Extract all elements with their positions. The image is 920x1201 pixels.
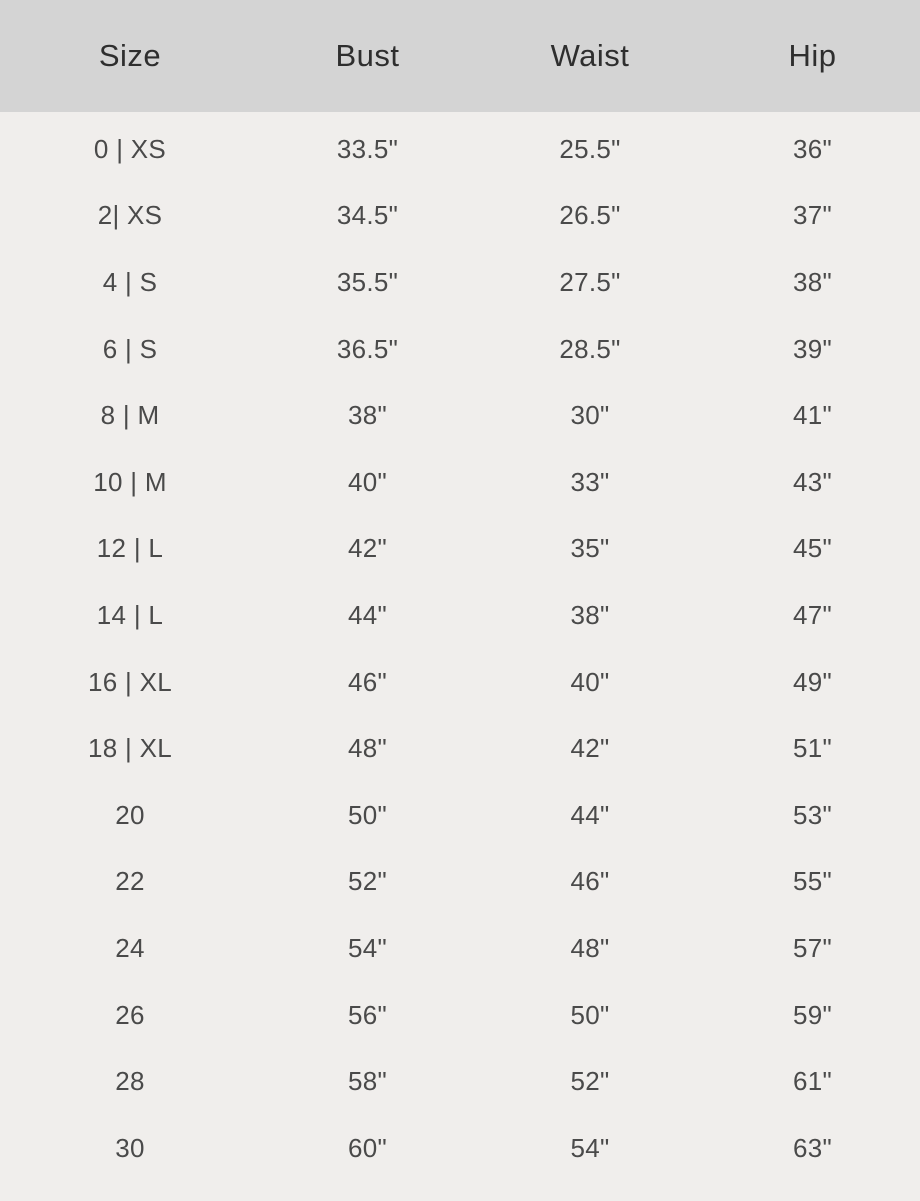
cell-size: 22 — [115, 866, 145, 897]
table-row — [0, 382, 920, 449]
cell-waist: 48" — [570, 932, 610, 963]
cell-waist: 54" — [570, 1132, 610, 1163]
cell-bust: 44" — [347, 599, 388, 630]
cell-size: 4 | S — [102, 266, 158, 297]
cell-waist: 33" — [570, 466, 610, 497]
column-header-size: Size — [98, 38, 162, 73]
table-row — [0, 849, 920, 916]
table-row — [0, 582, 920, 649]
cell-hip: 63" — [792, 1132, 833, 1163]
cell-bust: 52" — [347, 866, 388, 897]
cell-size: 26 — [115, 999, 145, 1030]
table-row — [0, 649, 920, 716]
table-row — [0, 249, 920, 316]
table-row — [0, 449, 920, 516]
column-header-bust: Bust — [335, 38, 400, 73]
cell-bust: 33.5" — [336, 133, 399, 164]
cell-waist: 35" — [570, 533, 610, 564]
table-row — [0, 516, 920, 583]
cell-hip: 55" — [792, 866, 833, 897]
cell-bust: 36.5" — [336, 333, 399, 364]
cell-hip: 45" — [792, 533, 833, 564]
cell-size: 0 | XS — [93, 133, 167, 164]
table-row — [0, 782, 920, 849]
cell-size: 20 — [115, 799, 145, 830]
cell-size: 14 | L — [96, 599, 164, 630]
table-row — [0, 183, 920, 250]
cell-bust: 46" — [347, 666, 388, 697]
cell-size: 30 — [115, 1132, 145, 1163]
cell-bust: 58" — [347, 1066, 388, 1097]
cell-size: 6 | S — [102, 333, 158, 364]
table-row — [0, 915, 920, 982]
cell-bust: 54" — [347, 932, 388, 963]
table-row — [0, 316, 920, 383]
table-row — [0, 982, 920, 1049]
cell-bust: 40" — [347, 466, 388, 497]
column-header-hip: Hip — [788, 38, 837, 73]
cell-hip: 61" — [792, 1066, 833, 1097]
cell-hip: 53" — [792, 799, 833, 830]
cell-waist: 50" — [570, 999, 610, 1030]
cell-hip: 37" — [792, 200, 833, 231]
cell-hip: 43" — [792, 466, 833, 497]
cell-waist: 40" — [570, 666, 610, 697]
cell-waist: 30" — [570, 400, 610, 431]
cell-waist: 46" — [570, 866, 610, 897]
table-row — [0, 715, 920, 782]
cell-waist: 42" — [570, 733, 610, 764]
cell-size: 24 — [115, 932, 145, 963]
cell-size: 8 | M — [100, 400, 160, 431]
cell-bust: 34.5" — [336, 200, 399, 231]
cell-waist: 25.5" — [559, 133, 621, 164]
cell-hip: 51" — [792, 733, 833, 764]
cell-size: 2| XS — [97, 200, 163, 231]
cell-size: 10 | M — [93, 466, 167, 497]
cell-size: 18 | XL — [87, 733, 173, 764]
table-body — [0, 112, 920, 1201]
cell-hip: 59" — [792, 999, 833, 1030]
cell-waist: 26.5" — [559, 200, 621, 231]
cell-size: 28 — [115, 1066, 145, 1097]
cell-hip: 36" — [792, 133, 833, 164]
cell-waist: 28.5" — [559, 333, 621, 364]
cell-hip: 57" — [792, 932, 833, 963]
table-row — [0, 1115, 920, 1182]
cell-size: 16 | XL — [87, 666, 173, 697]
column-header-waist: Waist — [550, 38, 630, 73]
cell-bust: 42" — [347, 533, 388, 564]
cell-bust: 60" — [347, 1132, 388, 1163]
cell-waist: 38" — [570, 599, 610, 630]
cell-bust: 48" — [347, 733, 388, 764]
table-row — [0, 116, 920, 183]
table-header-row — [0, 0, 920, 112]
cell-hip: 41" — [792, 400, 833, 431]
cell-waist: 52" — [570, 1066, 610, 1097]
cell-hip: 39" — [792, 333, 833, 364]
cell-waist: 27.5" — [559, 266, 621, 297]
cell-size: 12 | L — [96, 533, 164, 564]
cell-hip: 38" — [792, 266, 833, 297]
cell-waist: 44" — [570, 799, 610, 830]
cell-bust: 50" — [347, 799, 388, 830]
table-row — [0, 1048, 920, 1115]
cell-bust: 35.5" — [336, 266, 399, 297]
cell-hip: 47" — [792, 599, 833, 630]
cell-bust: 56" — [347, 999, 388, 1030]
cell-hip: 49" — [792, 666, 833, 697]
cell-bust: 38" — [347, 400, 388, 431]
